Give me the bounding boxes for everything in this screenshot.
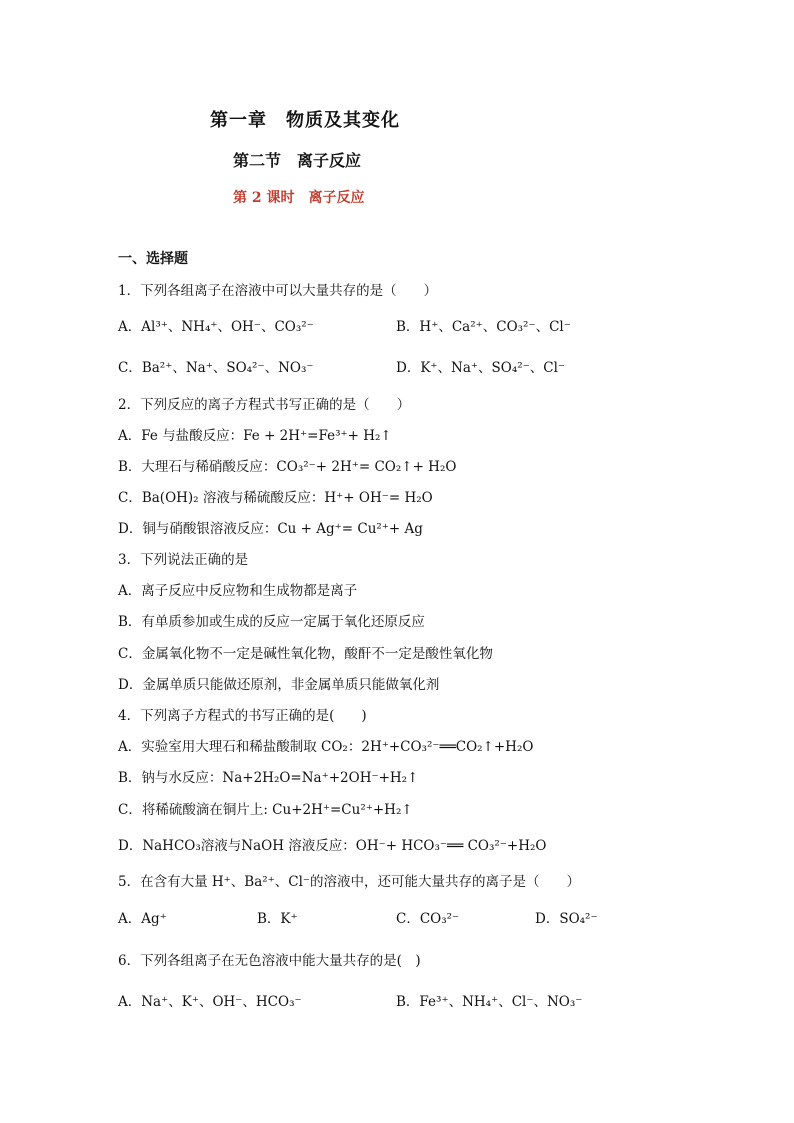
question-2-option-a: A．Fe 与盐酸反应：Fe + 2H⁺=Fe³⁺+ H₂↑ — [118, 428, 392, 444]
question-1-option-c: C．Ba²⁺、Na⁺、SO₄²⁻、NO₃⁻ — [118, 360, 314, 376]
question-4-option-a: A．实验室用大理石和稀盐酸制取 CO₂：2H⁺+CO₃²⁻══CO₂↑+H₂O — [118, 739, 534, 755]
question-6-stem: 6．下列各组离子在无色溶液中能大量共存的是( ) — [118, 953, 421, 969]
question-1-stem: 1．下列各组离子在溶液中可以大量共存的是（ ） — [118, 283, 438, 299]
question-1-option-d: D．K⁺、Na⁺、SO₄²⁻、Cl⁻ — [396, 360, 566, 376]
question-6-option-b: B．Fe³⁺、NH₄⁺、Cl⁻、NO₃⁻ — [396, 994, 583, 1010]
question-2-stem: 2．下列反应的离子方程式书写正确的是（ ） — [118, 397, 411, 413]
question-4-option-d: D．NaHCO₃溶液与NaOH 溶液反应：OH⁻+ HCO₃⁻══ CO₃²⁻+H₂O — [118, 838, 547, 854]
question-1-option-b: B．H⁺、Ca²⁺、CO₃²⁻、Cl⁻ — [396, 319, 571, 335]
question-5-option-d: D．SO₄²⁻ — [535, 911, 598, 927]
question-5-option-a: A．Ag⁺ — [118, 911, 167, 927]
part-title: 一、选择题 — [118, 251, 188, 267]
question-3-option-a: A．离子反应中反应物和生成物都是离子 — [118, 583, 358, 599]
question-4-stem: 4．下列离子方程式的书写正确的是( ) — [118, 708, 367, 724]
question-2-option-d: D．铜与硝酸银溶液反应：Cu + Ag⁺= Cu²⁺+ Ag — [118, 521, 423, 537]
question-4-option-c: C．将稀硫酸滴在铜片上: Cu+2H⁺=Cu²⁺+H₂↑ — [118, 802, 413, 818]
question-5-option-b: B．K⁺ — [257, 911, 298, 927]
question-3-option-d: D．金属单质只能做还原剂，非金属单质只能做氧化剂 — [118, 677, 440, 693]
question-5-stem: 5．在含有大量 H⁺、Ba²⁺、Cl⁻的溶液中，还可能大量共存的离子是（ ） — [118, 874, 581, 890]
question-2-option-b: B．大理石与稀硝酸反应：CO₃²⁻+ 2H⁺= CO₂↑+ H₂O — [118, 459, 457, 475]
lesson-title: 第 2 课时 离子反应 — [233, 190, 365, 206]
question-3-stem: 3．下列说法正确的是 — [118, 552, 249, 568]
question-3-option-c: C．金属氧化物不一定是碱性氧化物，酸酐不一定是酸性氧化物 — [118, 646, 493, 662]
section-title: 第二节 离子反应 — [233, 151, 362, 170]
question-6-option-a: A．Na⁺、K⁺、OH⁻、HCO₃⁻ — [118, 994, 302, 1010]
question-1-option-a: A．Al³⁺、NH₄⁺、OH⁻、CO₃²⁻ — [118, 319, 314, 335]
question-4-option-b: B．钠与水反应：Na+2H₂O=Na⁺+2OH⁻+H₂↑ — [118, 770, 419, 786]
question-5-option-c: C．CO₃²⁻ — [396, 911, 460, 927]
chapter-title: 第一章 物质及其变化 — [210, 110, 400, 131]
question-2-option-c: C．Ba(OH)₂ 溶液与稀硫酸反应：H⁺+ OH⁻= H₂O — [118, 490, 433, 506]
question-3-option-b: B．有单质参加或生成的反应一定属于氧化还原反应 — [118, 614, 425, 630]
